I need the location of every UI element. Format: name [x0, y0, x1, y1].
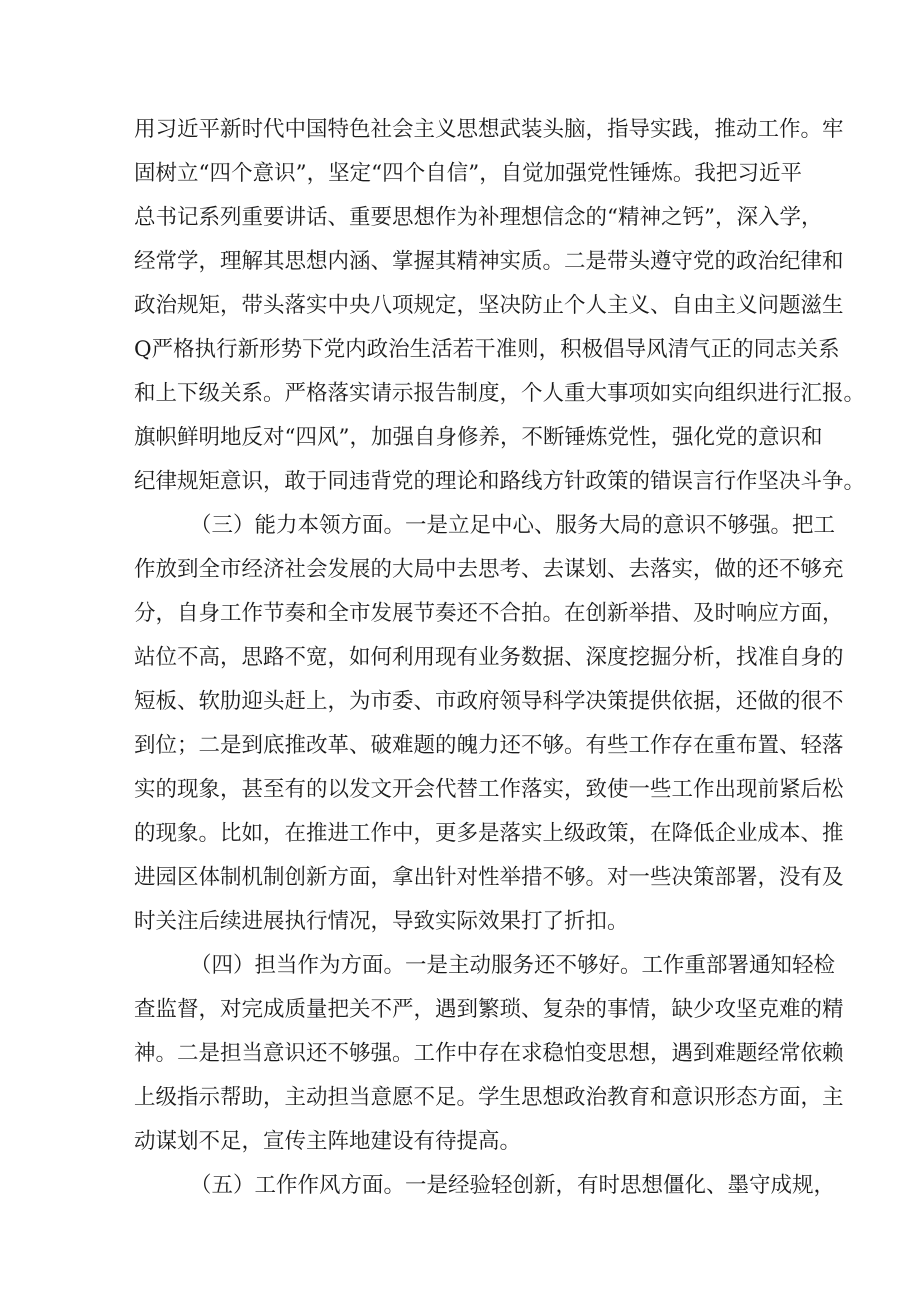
text-line: 查监督，对完成质量把关不严，遇到繁琐、复杂的事情，缺少攻坚克难的精	[134, 997, 844, 1022]
text-line: 上级指示帮助，主动担当意愿不足。学生思想政治教育和意识形态方面，主	[134, 1085, 844, 1110]
text-line: 实的现象，甚至有的以发文开会代替工作落实，致使一些工作出现前紧后松	[134, 777, 844, 802]
text-line: Q严格执行新形势下党内政治生活若干准则，积极倡导风清气正的同志关系	[134, 337, 840, 362]
text-line: 总书记系列重要讲话、重要思想作为补理想信念的“精神之钙”，深入学，	[134, 205, 823, 230]
text-line: 到位；二是到底推改革、破难题的魄力还不够。有些工作存在重布置、轻落	[134, 733, 844, 758]
text-line: 进园区体制机制创新方面，拿出针对性举措不够。对一些决策部署，没有及	[134, 865, 844, 890]
text-line: 旗帜鲜明地反对“四风”，加强自身修养，不断锤炼党性，强化党的意识和	[134, 425, 823, 450]
text-line: 作放到全市经济社会发展的大局中去思考、去谋划、去落实，做的还不够充	[134, 557, 844, 582]
text-line: 神。二是担当意识还不够强。工作中存在求稳怕变思想，遇到难题经常依赖	[134, 1041, 844, 1066]
text-line: 分，自身工作节奏和全市发展节奏还不合拍。在创新举措、及时响应方面，	[134, 601, 844, 626]
text-line: 固树立“四个意识”，坚定“四个自信”，自觉加强党性锤炼。我把习近平	[134, 161, 802, 186]
text-line: 经常学，理解其思想内涵、掌握其精神实质。二是带头遵守党的政治纪律和	[134, 249, 844, 274]
text-line: （四）担当作为方面。一是主动服务还不够好。工作重部署通知轻检	[190, 953, 836, 978]
text-line: 动谋划不足，宣传主阵地建设有待提高。	[134, 1129, 522, 1154]
text-line: （三）能力本领方面。一是立足中心、服务大局的意识不够强。把工	[190, 513, 836, 538]
text-line: 的现象。比如，在推进工作中，更多是落实上级政策，在降低企业成本、推	[134, 821, 844, 846]
text-line: 纪律规矩意识，敢于同违背党的理论和路线方针政策的错误言行作坚决斗争。	[134, 469, 866, 494]
text-line: 短板、软肋迎头赶上，为市委、市政府领导科学决策提供依据，还做的很不	[134, 689, 844, 714]
text-line: 政治规矩，带头落实中央八项规定，坚决防止个人主义、自由主义问题滋生	[134, 293, 844, 318]
text-line: 站位不高，思路不宽，如何利用现有业务数据、深度挖掘分析，找准自身的	[134, 645, 844, 670]
text-line: 用习近平新时代中国特色社会主义思想武装头脑，指导实践，推动工作。牢	[134, 117, 844, 142]
text-line: 和上下级关系。严格落实请示报告制度，个人重大事项如实向组织进行汇报。	[134, 381, 866, 406]
text-line: 时关注后续进展执行情况，导致实际效果打了折扣。	[134, 909, 629, 934]
text-line: （五）工作作风方面。一是经验轻创新，有时思想僵化、墨守成规，	[190, 1173, 836, 1198]
